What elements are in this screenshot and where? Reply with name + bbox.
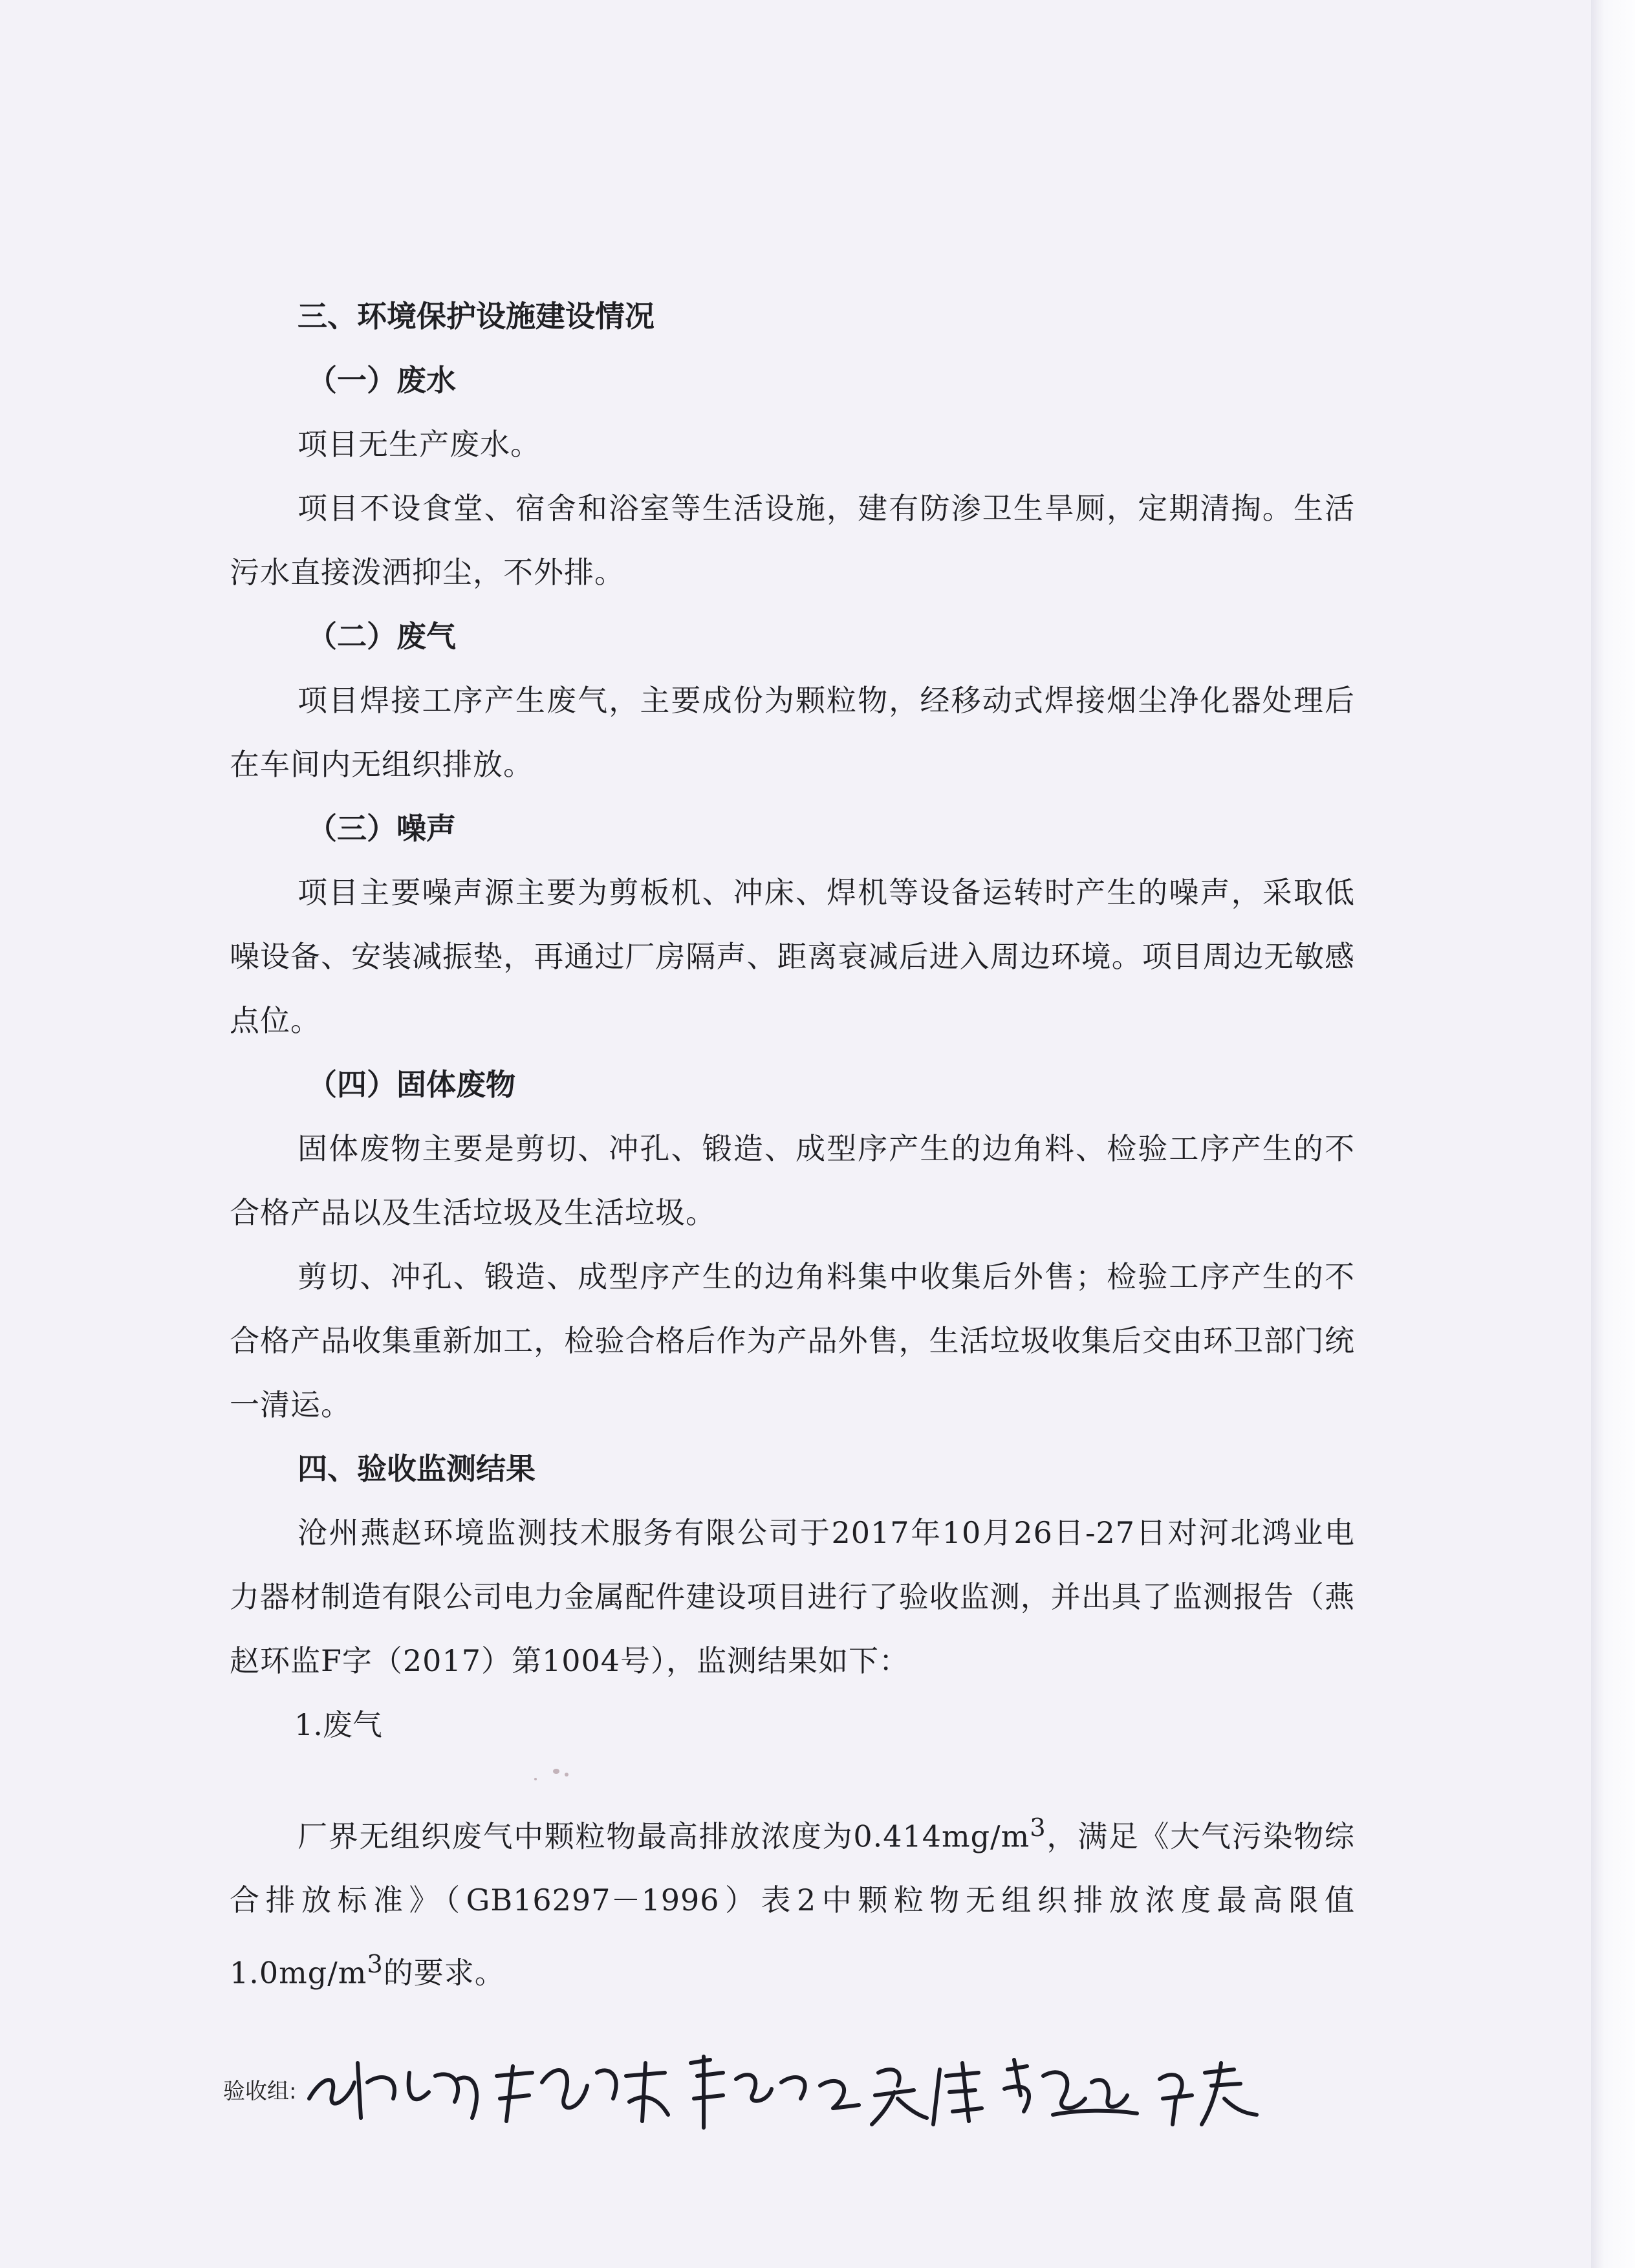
spacer — [230, 1757, 1355, 1796]
document-body — [230, 285, 1355, 2005]
signature-label: 验收组: — [223, 2078, 297, 2104]
subsection-heading-solid-waste: （四）固体废物 — [307, 1067, 515, 1102]
result-text-middle: ，满足《大气污染物综合排放标准》（GB16297－1996）表2中颗粒物无组织排放浓度最高限值1.0mg/m — [230, 1819, 1355, 1991]
paragraph: 项目不设食堂、宿舍和浴室等生活设施，建有防渗卫生旱厕，定期清掏。生活污水直接泼洒抑尘，不外排。 — [230, 491, 1355, 590]
result-text-start: 厂界无组织废气中颗粒物最高排放浓度为0.414mg/m — [298, 1819, 1030, 1854]
scan-speck — [534, 1778, 537, 1780]
subsection-heading-wastewater: （一）废水 — [307, 363, 456, 398]
signature-row — [223, 2037, 1355, 2141]
superscript: 3 — [1030, 1813, 1046, 1842]
paragraph: 剪切、冲孔、锻造、成型序产生的边角料集中收集后外售；检验工序产生的不合格产品收集重新加工，检验合格后作为产品外售，生活垃圾收集后交由环卫部门统一清运。 — [230, 1259, 1355, 1422]
subsection-heading-noise: （三）噪声 — [307, 811, 456, 846]
scan-edge — [1591, 0, 1635, 2268]
monitoring-result-paragraph — [230, 1796, 1355, 2005]
paragraph: 项目无生产废水。 — [298, 427, 541, 462]
section-heading-4: 四、验收监测结果 — [298, 1451, 536, 1486]
paragraph: 固体废物主要是剪切、冲孔、锻造、成型序产生的边角料、检验工序产生的不合格产品以及生活垃圾及生活垃圾。 — [230, 1131, 1355, 1230]
paragraph: 项目主要噪声源主要为剪板机、冲床、焊机等设备运转时产生的噪声，采取低噪设备、安装减振垫，再通过厂房隔声、距离衰减后进入周边环境。项目周边无敏感点位。 — [230, 875, 1355, 1038]
section-heading-3: 三、环境保护设施建设情况 — [298, 299, 655, 334]
paragraph: 项目焊接工序产生废气，主要成份为颗粒物，经移动式焊接烟尘净化器处理后在车间内无组织排放。 — [230, 683, 1355, 782]
superscript: 3 — [367, 1950, 384, 1980]
paragraph: 沧州燕赵环境监测技术服务有限公司于2017年10月26日-27日对河北鸿业电力器材制造有限公司电力金属配件建设项目进行了验收监测，并出具了监测报告（燕赵环监F字（2017）第1004号），监测结果如下： — [230, 1515, 1355, 1678]
scan-speck — [553, 1769, 559, 1774]
result-text-end: 的要求。 — [383, 1955, 505, 1991]
list-item-exhaust: 1.废气 — [294, 1707, 382, 1742]
handwritten-signatures — [303, 2037, 1312, 2141]
scan-speck — [565, 1773, 568, 1777]
subsection-heading-exhaust: （二）废气 — [307, 619, 456, 654]
